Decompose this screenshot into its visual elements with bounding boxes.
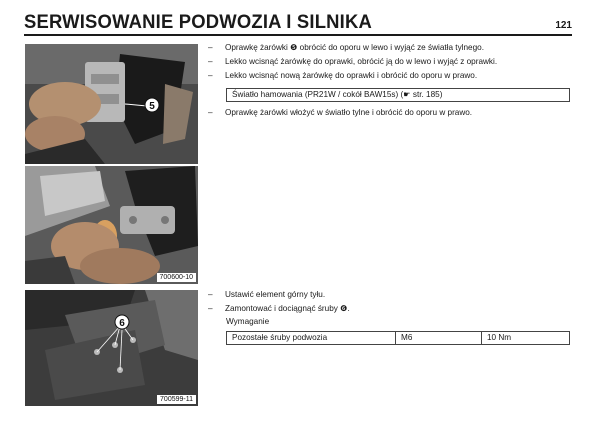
- spec-torque: 10 Nm: [487, 333, 512, 342]
- photo-callout-6: 6: [119, 318, 125, 329]
- header-rule: [24, 34, 572, 36]
- spec-description: Pozostałe śruby podwozia: [227, 332, 396, 344]
- step-item: – Lekko wcisnąć nową żarówkę do oprawki i obrócić do oporu w prawo.: [208, 71, 478, 80]
- photo-frame-screws: [25, 290, 198, 406]
- section1-steps: [208, 41, 572, 83]
- photo-frame-screws-image: [25, 290, 198, 406]
- step-item: – Oprawkę żarówki ❺ obrócić do oporu w lewo i wyjąć ze światła tylnego.: [208, 43, 484, 52]
- section1-final-step: [208, 106, 572, 120]
- note-brake-light: Światło hamowania (PR21W / cokół BAW15s) (☛ str. 185): [232, 90, 443, 99]
- spec-table: [226, 331, 570, 345]
- photo-callout-5: 5: [149, 101, 155, 112]
- photo-bulb-removal-image: [25, 166, 198, 284]
- page-number: 121: [555, 20, 572, 31]
- photo-code-700600-10: 700600-10: [157, 273, 196, 282]
- spec-thread: M6: [396, 332, 482, 344]
- photo-code-700599-11: 700599-11: [157, 395, 196, 404]
- step-item: – Ustawić element górny tyłu.: [208, 290, 326, 299]
- photo-bulb-removal: [25, 166, 198, 284]
- note-box-brake-light: [226, 88, 570, 102]
- step-item: – Lekko wcisnąć żarówkę do oprawki, obrócić ją do w lewo i wyjąć z oprawki.: [208, 57, 498, 66]
- photo-tail-light-socket-image: [25, 44, 198, 164]
- step-item: – Zamontować i dociągnąć śruby ❻.: [208, 304, 350, 313]
- requirement-label: Wymaganie: [226, 317, 270, 326]
- section2-steps: [208, 288, 572, 316]
- page-title: SERWISOWANIE PODWOZIA I SILNIKA: [24, 12, 373, 33]
- photo-tail-light-socket: [25, 44, 198, 164]
- step-item: – Oprawkę żarówki włożyć w światło tylne i obrócić do oporu w prawo.: [208, 108, 473, 117]
